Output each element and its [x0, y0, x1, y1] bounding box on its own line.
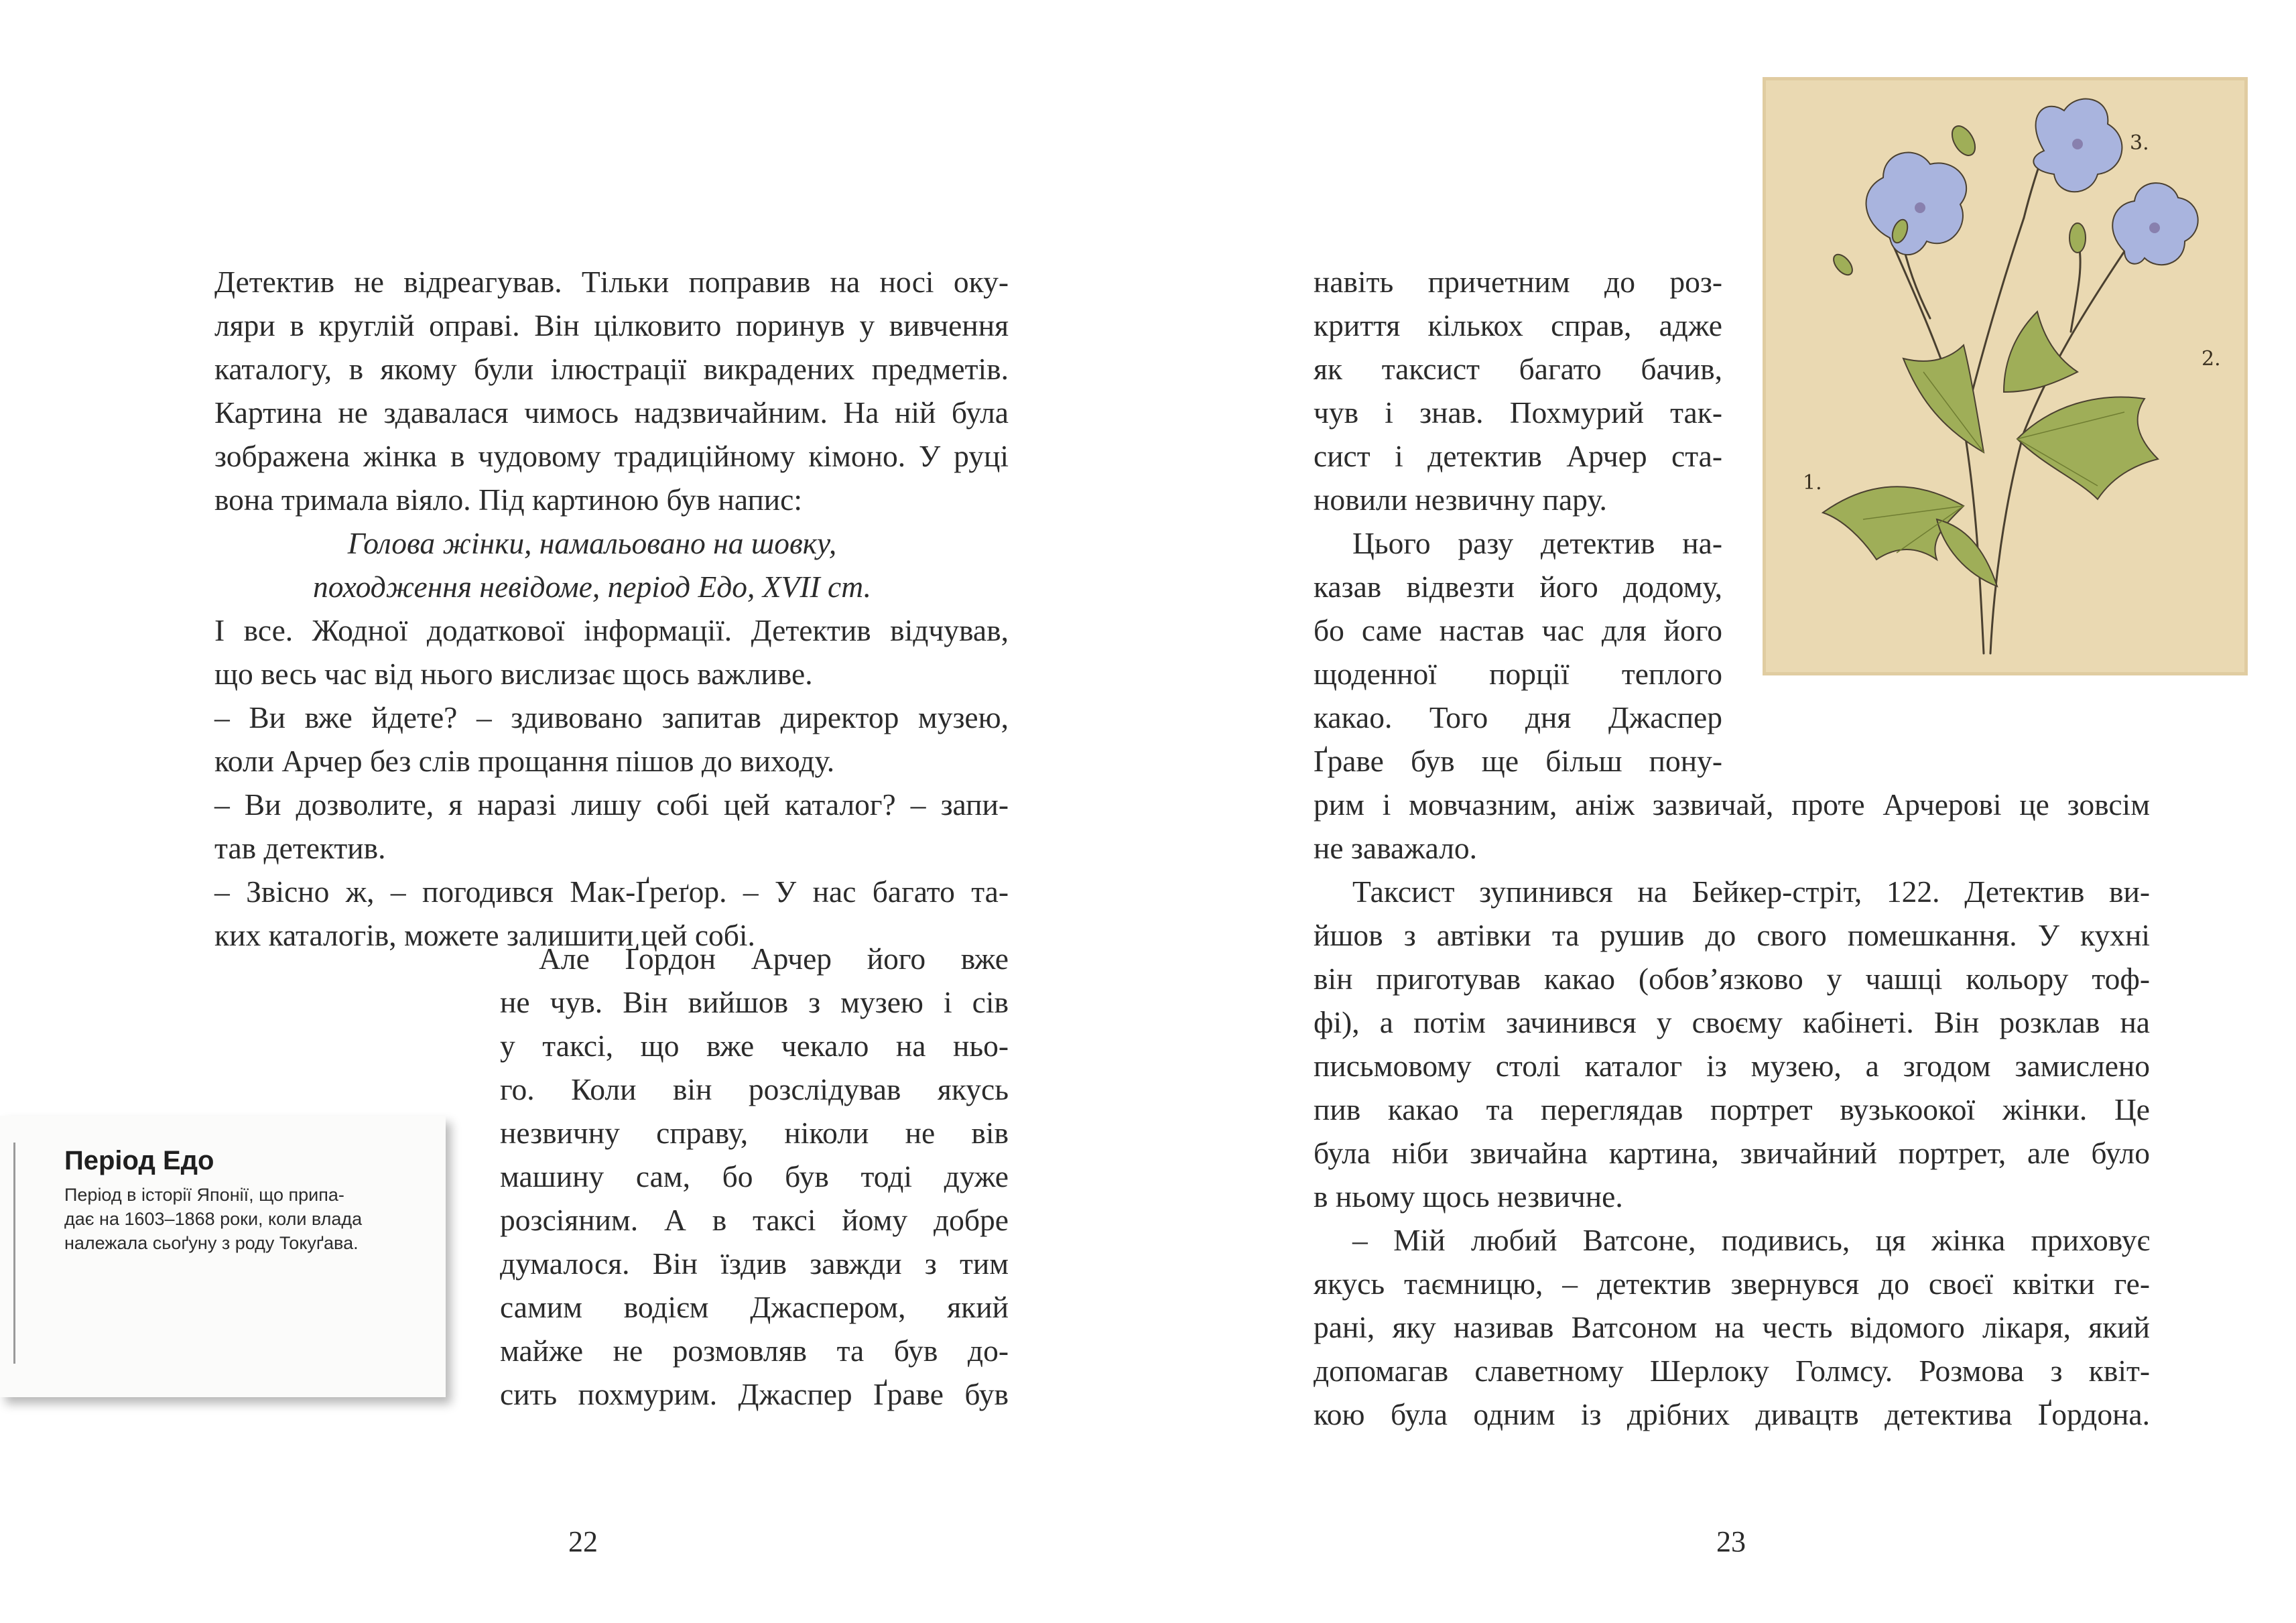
paragraph	[176, 260, 1009, 521]
figure-label-3: 3.	[2130, 131, 2149, 155]
text-line: новили незвичну пару.	[1314, 482, 1607, 517]
text-line: каталогу, в якому були ілюстрації викрадених предметів.	[214, 352, 1009, 386]
page-number-left: 22	[568, 1525, 598, 1558]
sidebar-line: дає на 1603–1868 роки, коли влада	[64, 1209, 363, 1229]
text-line: тав детектив.	[214, 831, 386, 865]
figure-label-2: 2.	[2202, 347, 2221, 371]
geranium-botanical-illustration	[1763, 77, 2248, 675]
text-line: го. Коли він розслідував якусь	[500, 1072, 1009, 1106]
sidebar-rule	[13, 1143, 15, 1364]
text-line: що весь час від нього вислизає щось важливе.	[214, 657, 813, 691]
text-line: сить похмурим. Джаспер Ґраве був	[500, 1377, 1009, 1411]
paragraph	[1314, 870, 2150, 1218]
text-line: чув і знав. Похмурий так-	[1314, 395, 1722, 430]
page-number-right: 23	[1716, 1525, 1746, 1558]
text-line: Цього разу детектив на-	[1352, 526, 1722, 560]
paragraph	[176, 696, 1009, 783]
text-line: якусь таємницю, – детектив звернувся до своєї квітки ге-	[1314, 1267, 2150, 1301]
text-line: допомагав славетному Шерлоку Голмсу. Розмова з квіт-	[1314, 1354, 2150, 1388]
text-line: Але Ґордон Арчер його вже	[539, 942, 1009, 976]
text-line: в ньому щось незвичне.	[1314, 1179, 1623, 1214]
paragraph	[1314, 521, 1722, 783]
text-line: думалося. Він їздив завжди з тим	[500, 1246, 1009, 1281]
sidebar-line: належала сьоґуну з роду Токуґава.	[64, 1233, 359, 1253]
paragraph	[1314, 260, 1722, 521]
text-line: самим водієм Джаспером, який	[500, 1290, 1009, 1324]
text-line: пив какао та переглядав портрет вузькоокої жінки. Це	[1314, 1092, 2150, 1126]
text-line: кою була одним із дрібних дивацтв детектива Ґордона.	[1314, 1397, 2150, 1431]
text-line: Детектив не відреагував. Тільки поправив на носі оку-	[214, 265, 1009, 299]
catalog-caption-quote	[176, 521, 1009, 608]
text-line: машину сам, бо був тоді дуже	[500, 1159, 1009, 1193]
right-text-narrow-column	[1314, 260, 1722, 783]
text-line: бо саме настав час для його	[1314, 613, 1722, 647]
text-line: вона тримала віяло. Під картиною був напис:	[214, 482, 802, 517]
text-line: криття кількох справ, адже	[1314, 308, 1722, 342]
text-line: І все. Жодної додаткової інформації. Детектив відчував,	[214, 613, 1009, 647]
text-line: ких каталогів, можете залишити цей собі.	[214, 918, 755, 952]
text-line: письмовому столі каталог із музею, а згодом замислено	[1314, 1049, 2150, 1083]
text-line: була ніби звичайна картина, звичайний портрет, але було	[1314, 1136, 2150, 1170]
sidebar-body	[64, 1183, 426, 1255]
left-text-narrow-column	[500, 937, 1009, 1416]
sidebar-title: Період Едо	[64, 1146, 214, 1175]
text-line: – Звісно ж, – погодився Мак-Ґреґор. – У нас багато та-	[214, 874, 1009, 909]
paragraph	[1314, 783, 2150, 870]
text-line: розсіяним. А в таксі йому добре	[500, 1203, 1009, 1237]
text-line: щоденної порції теплого	[1314, 657, 1722, 691]
text-line: коли Арчер без слів прощання пішов до виходу.	[214, 744, 835, 778]
text-line: – Ви дозволите, я наразі лишу собі цей каталог? – запи-	[214, 787, 1009, 822]
text-line: Голова жінки, намальовано на шовку,	[347, 526, 837, 560]
text-line: майже не розмовляв та був до-	[500, 1334, 1009, 1368]
text-line: сист і детектив Арчер ста-	[1314, 439, 1722, 473]
text-line: йшов з автівки та рушив до свого помешкання. У кухні	[1314, 918, 2150, 952]
text-line: фі), а потім зачинився у своєму кабінеті. Він розклав на	[1314, 1005, 2150, 1039]
text-line: рим і мовчазним, аніж зазвичай, проте Арчерові це зовсім	[1314, 787, 2150, 822]
paragraph	[1314, 1218, 2150, 1436]
text-line: какао. Того дня Джаспер	[1314, 700, 1722, 734]
text-line: навіть причетним до роз-	[1314, 265, 1722, 299]
text-line: він приготував какао (обов’язково у чашці кольору тоф-	[1314, 962, 2150, 996]
paragraph	[500, 937, 1009, 1416]
left-text-upper	[176, 260, 1009, 957]
text-line: рані, яку називав Ватсоном на честь відомого лікаря, який	[1314, 1310, 2150, 1344]
right-text-full-column	[1314, 783, 2150, 1436]
text-line: ляри в круглій оправі. Він цілковито поринув у вивчення	[214, 308, 1009, 342]
paragraph	[176, 783, 1009, 870]
paragraph	[176, 608, 1009, 696]
text-line: у таксі, що вже чекало на ньо-	[500, 1029, 1009, 1063]
text-line: незвичну справу, ніколи не вів	[500, 1116, 1009, 1150]
text-line: – Ви вже йдете? – здивовано запитав директор музею,	[214, 700, 1009, 734]
text-line: не заважало.	[1314, 831, 1478, 865]
text-line: Картина не здавалася чимось надзвичайним. На ній була	[214, 395, 1009, 430]
text-line: не чув. Він вийшов з музею і сів	[500, 985, 1009, 1019]
text-line: Ґраве був ще більш пону-	[1314, 744, 1722, 778]
text-line: Таксист зупинився на Бейкер-стріт, 122. Детектив ви-	[1352, 874, 2150, 909]
sidebar-line: Період в історії Японії, що припа-	[64, 1185, 344, 1205]
text-line: казав відвезти його додому,	[1314, 570, 1722, 604]
geranium-drawing	[1763, 77, 2248, 675]
text-line: як таксист багато бачив,	[1314, 352, 1722, 386]
text-line: – Мій любий Ватсоне, подивись, ця жінка приховує	[1352, 1223, 2150, 1257]
figure-label-1: 1.	[1803, 471, 1822, 495]
text-line: походження невідоме, період Едо, XVII ст.	[312, 570, 872, 604]
text-line: зображена жінка в чудовому традиційному кімоно. У руці	[214, 439, 1009, 473]
